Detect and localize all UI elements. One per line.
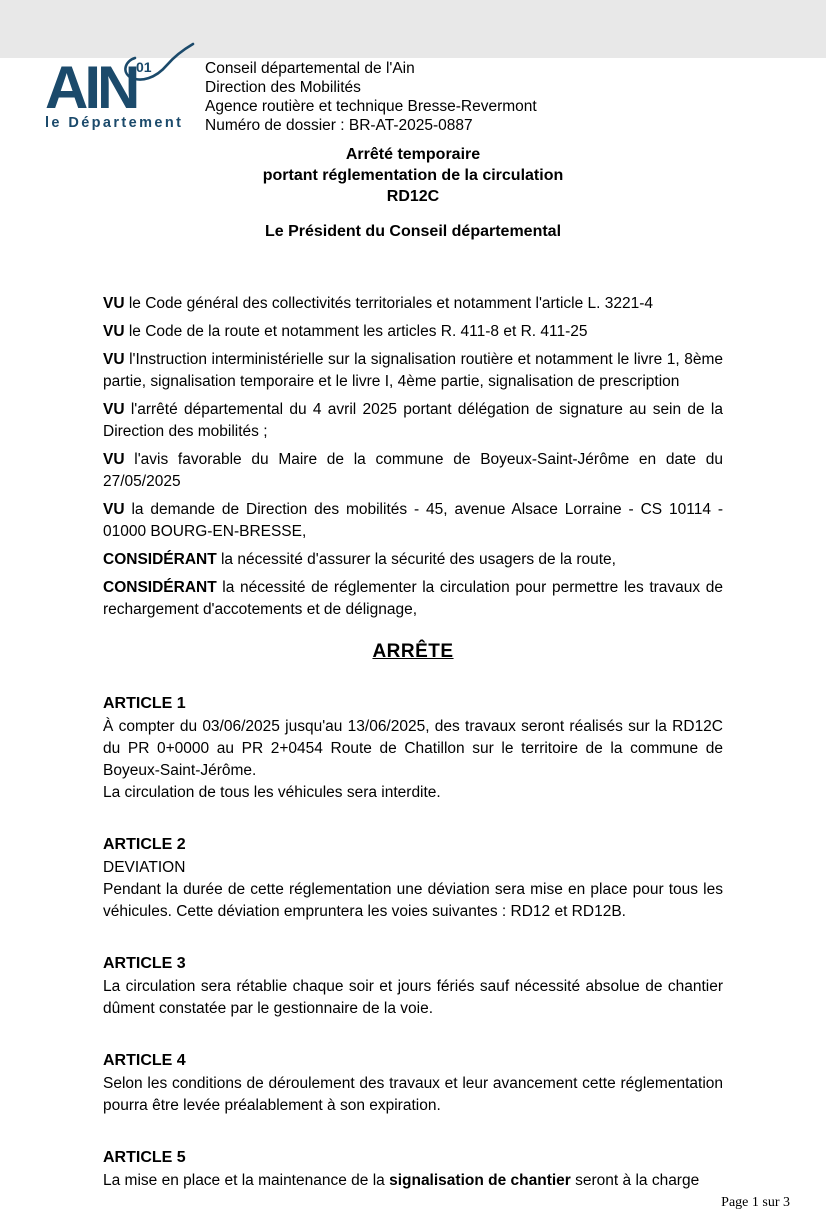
article-paragraph xyxy=(103,1073,723,1117)
text-segment: Pendant la durée de cette réglementation une déviation sera mise en place pour tous les véhicules. Cette déviation empruntera les voies suivantes : RD12 et RD12B. xyxy=(103,881,723,920)
header-line-agency: Agence routière et technique Bresse-Revermont xyxy=(205,98,537,115)
title-line: portant réglementation de la circulation xyxy=(262,167,564,184)
decree-heading: ARRÊTE xyxy=(372,641,454,662)
document-page xyxy=(0,54,826,1227)
recital-lead: VU xyxy=(103,351,125,368)
document-title xyxy=(0,144,826,207)
recital-text: la nécessité d'assurer la sécurité des usagers de la route, xyxy=(220,551,616,568)
header-address-block xyxy=(205,58,537,135)
recital-text: la nécessité de réglementer la circulation pour permettre les travaux de rechargement d'accotements et de délignage, xyxy=(103,579,724,618)
articles-section xyxy=(103,693,723,1192)
header-line-direction: Direction des Mobilités xyxy=(205,79,361,96)
recital-text: le Code de la route et notamment les articles R. 411-8 et R. 411-25 xyxy=(128,323,588,340)
recital-lead: VU xyxy=(103,323,125,340)
article-body xyxy=(103,716,723,804)
recitals-section xyxy=(103,293,723,621)
recital-paragraph xyxy=(103,577,723,621)
article-heading: ARTICLE 2 xyxy=(103,836,186,853)
recital-paragraph xyxy=(103,293,723,315)
article-paragraph xyxy=(103,976,723,1020)
logo-swoosh-icon xyxy=(121,50,199,96)
article-heading: ARTICLE 4 xyxy=(103,1052,186,1069)
recital-paragraph xyxy=(103,399,723,443)
authority-line: Le Président du Conseil départemental xyxy=(264,223,562,240)
article-paragraph xyxy=(103,1170,723,1192)
bold-text-segment: signalisation de chantier xyxy=(389,1172,571,1189)
recital-paragraph xyxy=(103,321,723,343)
decree-heading-wrap xyxy=(0,641,826,663)
recital-text: la demande de Direction des mobilités - 45, avenue Alsace Lorraine - CS 10114 - 01000 BOURG-EN-BRESSE, xyxy=(103,501,723,540)
article-block xyxy=(103,693,723,804)
recital-text: le Code général des collectivités territoriales et notamment l'article L. 3221-4 xyxy=(128,295,654,312)
text-segment: La mise en place et la maintenance de la xyxy=(103,1172,390,1189)
article-block xyxy=(103,953,723,1020)
title-line: RD12C xyxy=(386,188,440,205)
recital-lead: VU xyxy=(103,295,125,312)
header-line-organization: Conseil départemental de l'Ain xyxy=(205,60,415,77)
text-segment: Selon les conditions de déroulement des travaux et leur avancement cette réglementation pourra être levée préalablement à son expiration. xyxy=(103,1075,723,1114)
article-block xyxy=(103,1147,723,1192)
text-segment: seront à la charge xyxy=(570,1172,700,1189)
ain-department-logo xyxy=(45,54,184,131)
document-header xyxy=(45,54,826,142)
article-heading: ARTICLE 5 xyxy=(103,1149,186,1166)
recital-lead: VU xyxy=(103,501,125,518)
recital-text: l'Instruction interministérielle sur la signalisation routière et notamment le livre 1, 8ème partie, signalisation temporaire et le livre I, 4ème partie, signalisation de prescription xyxy=(103,351,723,390)
logo-acronym: AIN xyxy=(45,54,137,121)
text-segment: La circulation sera rétablie chaque soir et jours fériés sauf nécessité absolue de chantier dûment constatée par le gestionnaire de la voie. xyxy=(103,978,723,1017)
recital-lead: CONSIDÉRANT xyxy=(103,551,217,568)
title-line: Arrêté temporaire xyxy=(345,146,481,163)
header-line-dossier-number: Numéro de dossier : BR-AT-2025-0887 xyxy=(205,117,473,134)
logo-department-number: 01 xyxy=(136,59,152,75)
recital-paragraph xyxy=(103,449,723,493)
article-heading: ARTICLE 1 xyxy=(103,695,186,712)
article-paragraph xyxy=(103,879,723,923)
article-body xyxy=(103,857,723,923)
article-body xyxy=(103,976,723,1020)
recital-paragraph xyxy=(103,349,723,393)
article-paragraph xyxy=(103,782,723,804)
article-body xyxy=(103,1073,723,1117)
recital-lead: VU xyxy=(103,451,125,468)
text-segment: La circulation de tous les véhicules sera interdite. xyxy=(103,784,441,801)
article-body xyxy=(103,1170,723,1192)
text-segment: DEVIATION xyxy=(103,859,186,876)
recital-lead: CONSIDÉRANT xyxy=(103,579,217,596)
recital-paragraph xyxy=(103,499,723,543)
article-heading: ARTICLE 3 xyxy=(103,955,186,972)
page-number: Page 1 sur 3 xyxy=(721,1195,790,1210)
recital-paragraph xyxy=(103,549,723,571)
text-segment: À compter du 03/06/2025 jusqu'au 13/06/2025, des travaux seront réalisés sur la RD12C du PR 0+0000 au PR 2+0454 Route de Chatillon sur le territoire de la commune de Boyeux-Saint-Jérôme. xyxy=(103,718,723,779)
recital-text: l'arrêté départemental du 4 avril 2025 portant délégation de signature au sein de la Direction des mobilités ; xyxy=(103,401,723,440)
recital-text: l'avis favorable du Maire de la commune de Boyeux-Saint-Jérôme en date du 27/05/2025 xyxy=(103,451,723,490)
article-paragraph xyxy=(103,716,723,782)
logo-tagline: le Département xyxy=(45,115,184,131)
article-block xyxy=(103,1050,723,1117)
article-block xyxy=(103,834,723,923)
article-paragraph xyxy=(103,857,723,879)
recital-lead: VU xyxy=(103,401,125,418)
